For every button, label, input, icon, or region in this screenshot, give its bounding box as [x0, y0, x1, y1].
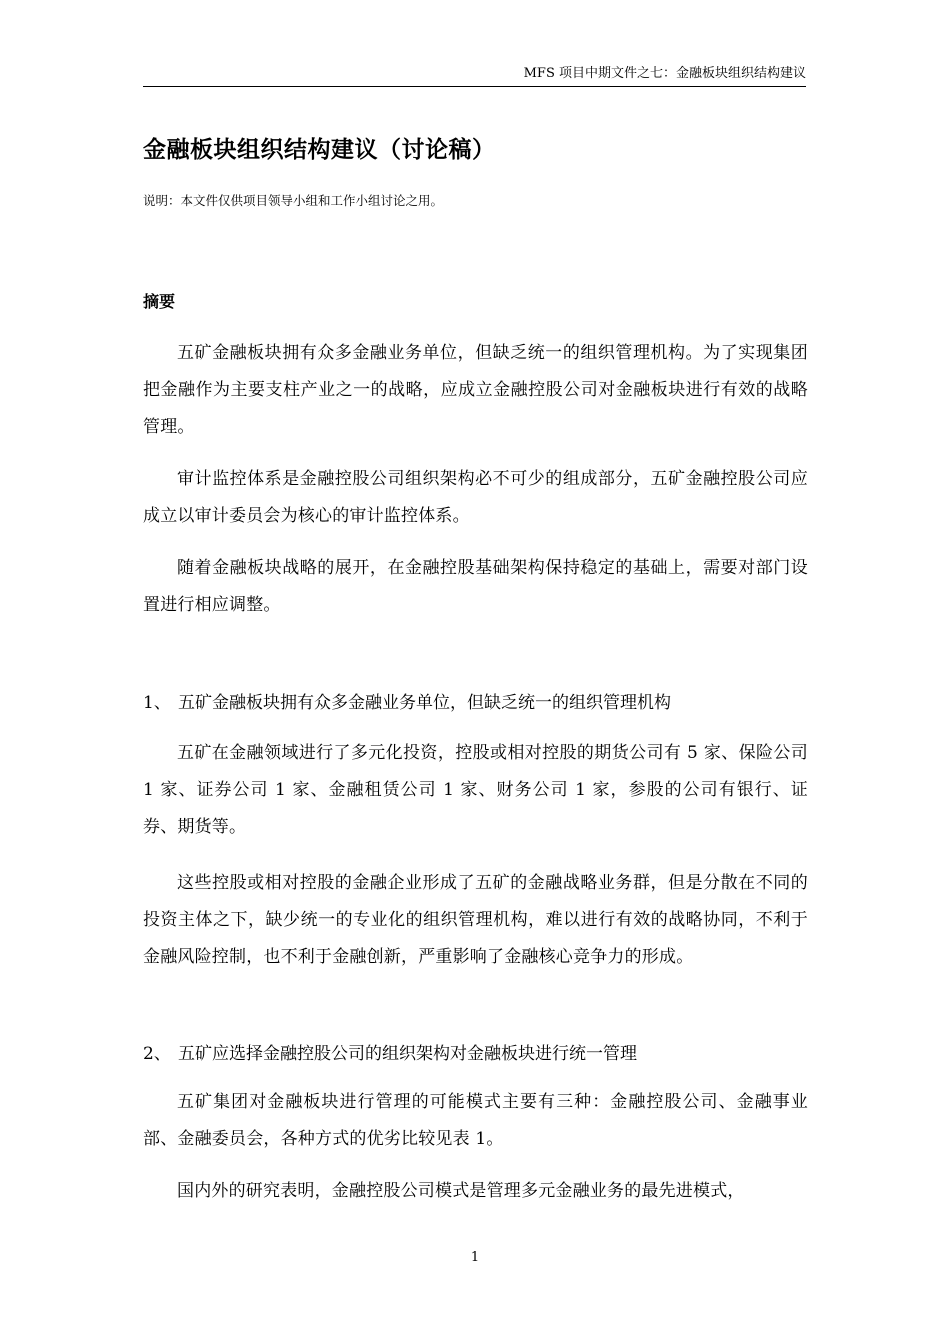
section-2-title — [143, 1036, 808, 1073]
section-1-paragraph-1: 五矿在金融领域进行了多元化投资，控股或相对控股的期货公司有 5 家、保险公司 1 家、证券公司 1 家、金融租赁公司 1 家、财务公司 1 家，参股的公司有银行、证券、期货等。 — [143, 743, 808, 837]
summary-paragraph-3: 随着金融板块战略的展开，在金融控股基础架构保持稳定的基础上，需要对部门设置进行相应调整。 — [143, 558, 808, 615]
section-1-title — [143, 685, 808, 722]
section-1-paragraph-2: 这些控股或相对控股的金融企业形成了五矿的金融战略业务群，但是分散在不同的投资主体之下，缺少统一的专业化的组织管理机构，难以进行有效的战略协同，不利于金融风险控制，也不利于金融创新，严重影响了金融核心竞争力的形成。 — [143, 873, 808, 967]
summary-paragraph-1: 五矿金融板块拥有众多金融业务单位，但缺乏统一的组织管理机构。为了实现集团把金融作为主要支柱产业之一的战略，应成立金融控股公司对金融板块进行有效的战略管理。 — [143, 343, 808, 437]
page-header: MFS 项目中期文件之七：金融板块组织结构建议 — [143, 64, 806, 87]
section-2-number: 2、 — [143, 1044, 171, 1064]
document-title: 金融板块组织结构建议（讨论稿） — [143, 137, 496, 163]
section-1-number: 1、 — [143, 693, 171, 713]
document-note: 说明：本文件仅供项目领导小组和工作小组讨论之用。 — [143, 193, 444, 208]
section-1-title-text: 五矿金融板块拥有众多金融业务单位，但缺乏统一的组织管理机构 — [178, 693, 671, 713]
section-2-title-text: 五矿应选择金融控股公司的组织架构对金融板块进行统一管理 — [178, 1044, 637, 1064]
page-number: 1 — [470, 1250, 480, 1265]
summary-heading: 摘要 — [143, 292, 176, 311]
section-2-paragraph-1: 五矿集团对金融板块进行管理的可能模式主要有三种：金融控股公司、金融事业部、金融委员会，各种方式的优劣比较见表 1。 — [143, 1092, 808, 1149]
section-2-paragraph-2: 国内外的研究表明，金融控股公司模式是管理多元金融业务的最先进模式， — [177, 1181, 745, 1201]
summary-paragraph-2: 审计监控体系是金融控股公司组织架构必不可少的组成部分，五矿金融控股公司应成立以审计委员会为核心的审计监控体系。 — [143, 469, 808, 526]
